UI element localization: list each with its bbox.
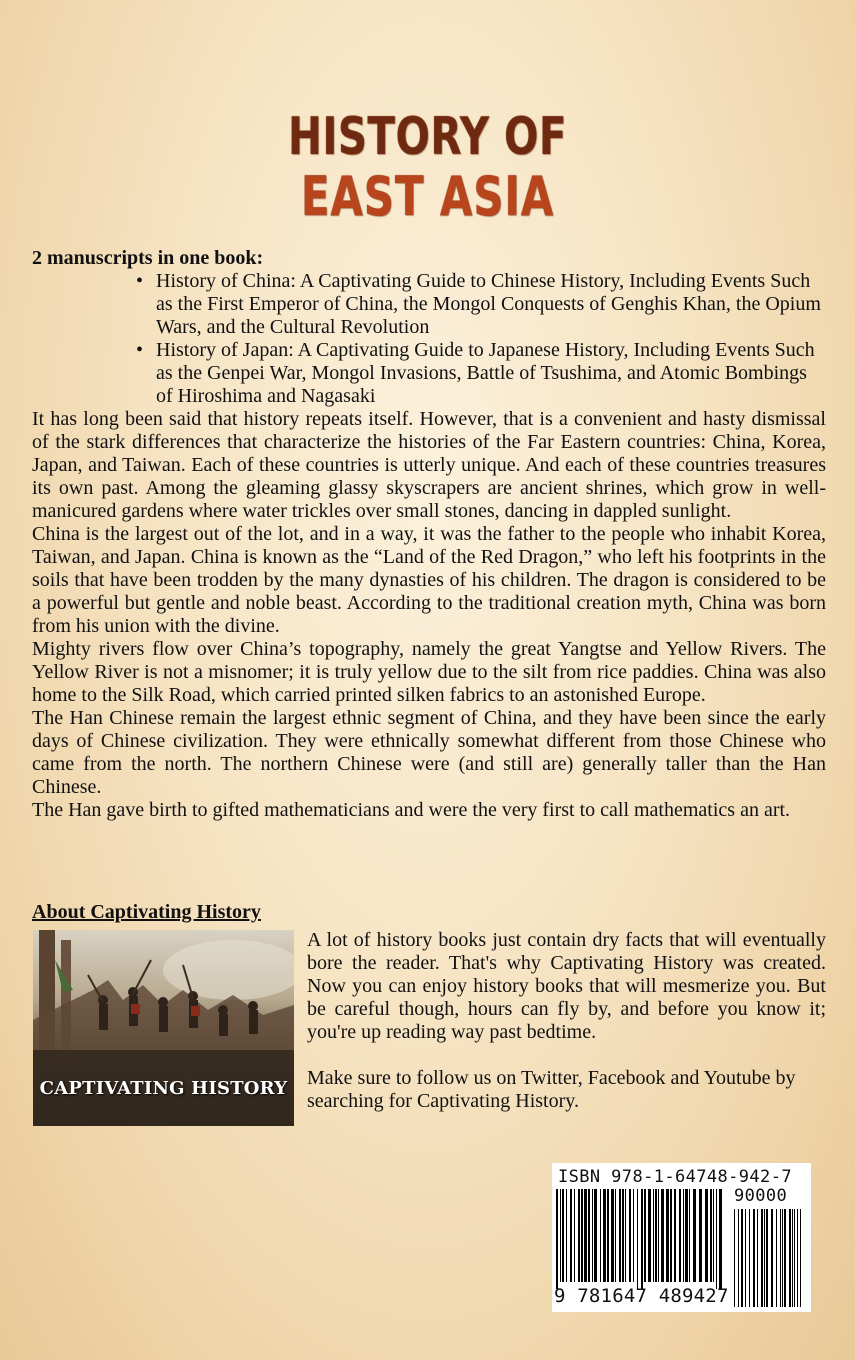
manuscript-item: • History of China: A Captivating Guide to Chinese History, Including Events Such as the First Emperor of China, the Mongol Conquests of Genghis Khan, the Opium Wars, and the Cultural Revolution [136,270,826,339]
manuscript-item: • History of Japan: A Captivating Guide to Japanese History, Including Events Such as the Genpei War, Mongol Invasions, Battle of Tsushima, and Atomic Bombings of Hiroshima and Nagasaki [136,339,826,408]
price-code: 90000 [734,1186,788,1206]
publisher-brand: CAPTIVATING HISTORY [39,1078,288,1099]
description-paragraph: Mighty rivers flow over China’s topography, namely the great Yangtse and Yellow Rivers. The Yellow River is not a misnomer; it is truly yellow due to the silt from rice paddies. China was also home to the Silk Road, which carried printed silken fabrics to an astonished Europe. [32,638,826,706]
description-paragraph: The Han gave birth to gifted mathematicians and were the very first to call mathematics an art. [32,799,791,821]
title-line-1: HISTORY OF [94,108,761,166]
description-paragraph: The Han Chinese remain the largest ethnic segment of China, and they have been since the early days of Chinese civilization. They were ethnically somewhat different from those Chinese who came from the north. The northern Chinese were (and still are) generally taller than the Han Chinese. [32,707,826,798]
title-line-2: EAST ASIA [300,165,555,228]
isbn-barcode [552,1163,811,1312]
publisher-promo-image [33,930,294,1126]
isbn-text: ISBN 978-1-64748-942-7 [558,1167,792,1187]
about-paragraph: A lot of history books just contain dry facts that will eventually bore the reader. That's why Captivating History was created. Now you can enjoy history books that will mesmerize you. But be careful though, hours can fly by, and before you know it; you're up reading way past bedtime. [307,929,826,1043]
about-text [307,929,826,1113]
book-title [94,108,761,228]
about-follow-paragraph: Make sure to follow us on Twitter, Facebook and Youtube by searching for Captivating History. [307,1067,796,1112]
description-body [32,247,826,822]
about-heading: About Captivating History [32,901,261,923]
manuscripts-list [32,270,826,408]
manuscripts-lead: 2 manuscripts in one book: [32,247,264,269]
description-paragraph: It has long been said that history repeats itself. However, that is a convenient and hasty dismissal of the stark differences that characterize the histories of the Far Eastern countries: China, Korea, Japan, and Taiwan. Each of these countries is utterly unique. And each of these countries treasures its own past. Among the gleaming glassy skyscrapers are ancient shrines, which grow in well-manicured gardens where water trickles over small stones, dancing in dappled sunlight. [32,408,826,522]
description-paragraph: China is the largest out of the lot, and in a way, it was the father to the people who inhabit Korea, Taiwan, and Japan. China is known as the “Land of the Red Dragon,” who left his footprints in the soils that have been trodden by the many dynasties of his children. The dragon is considered to be a powerful but gentle and noble beast. According to the traditional creation myth, China was born from his union with the divine. [32,523,826,637]
ean-digits: 9 781647 489427 [554,1285,729,1307]
